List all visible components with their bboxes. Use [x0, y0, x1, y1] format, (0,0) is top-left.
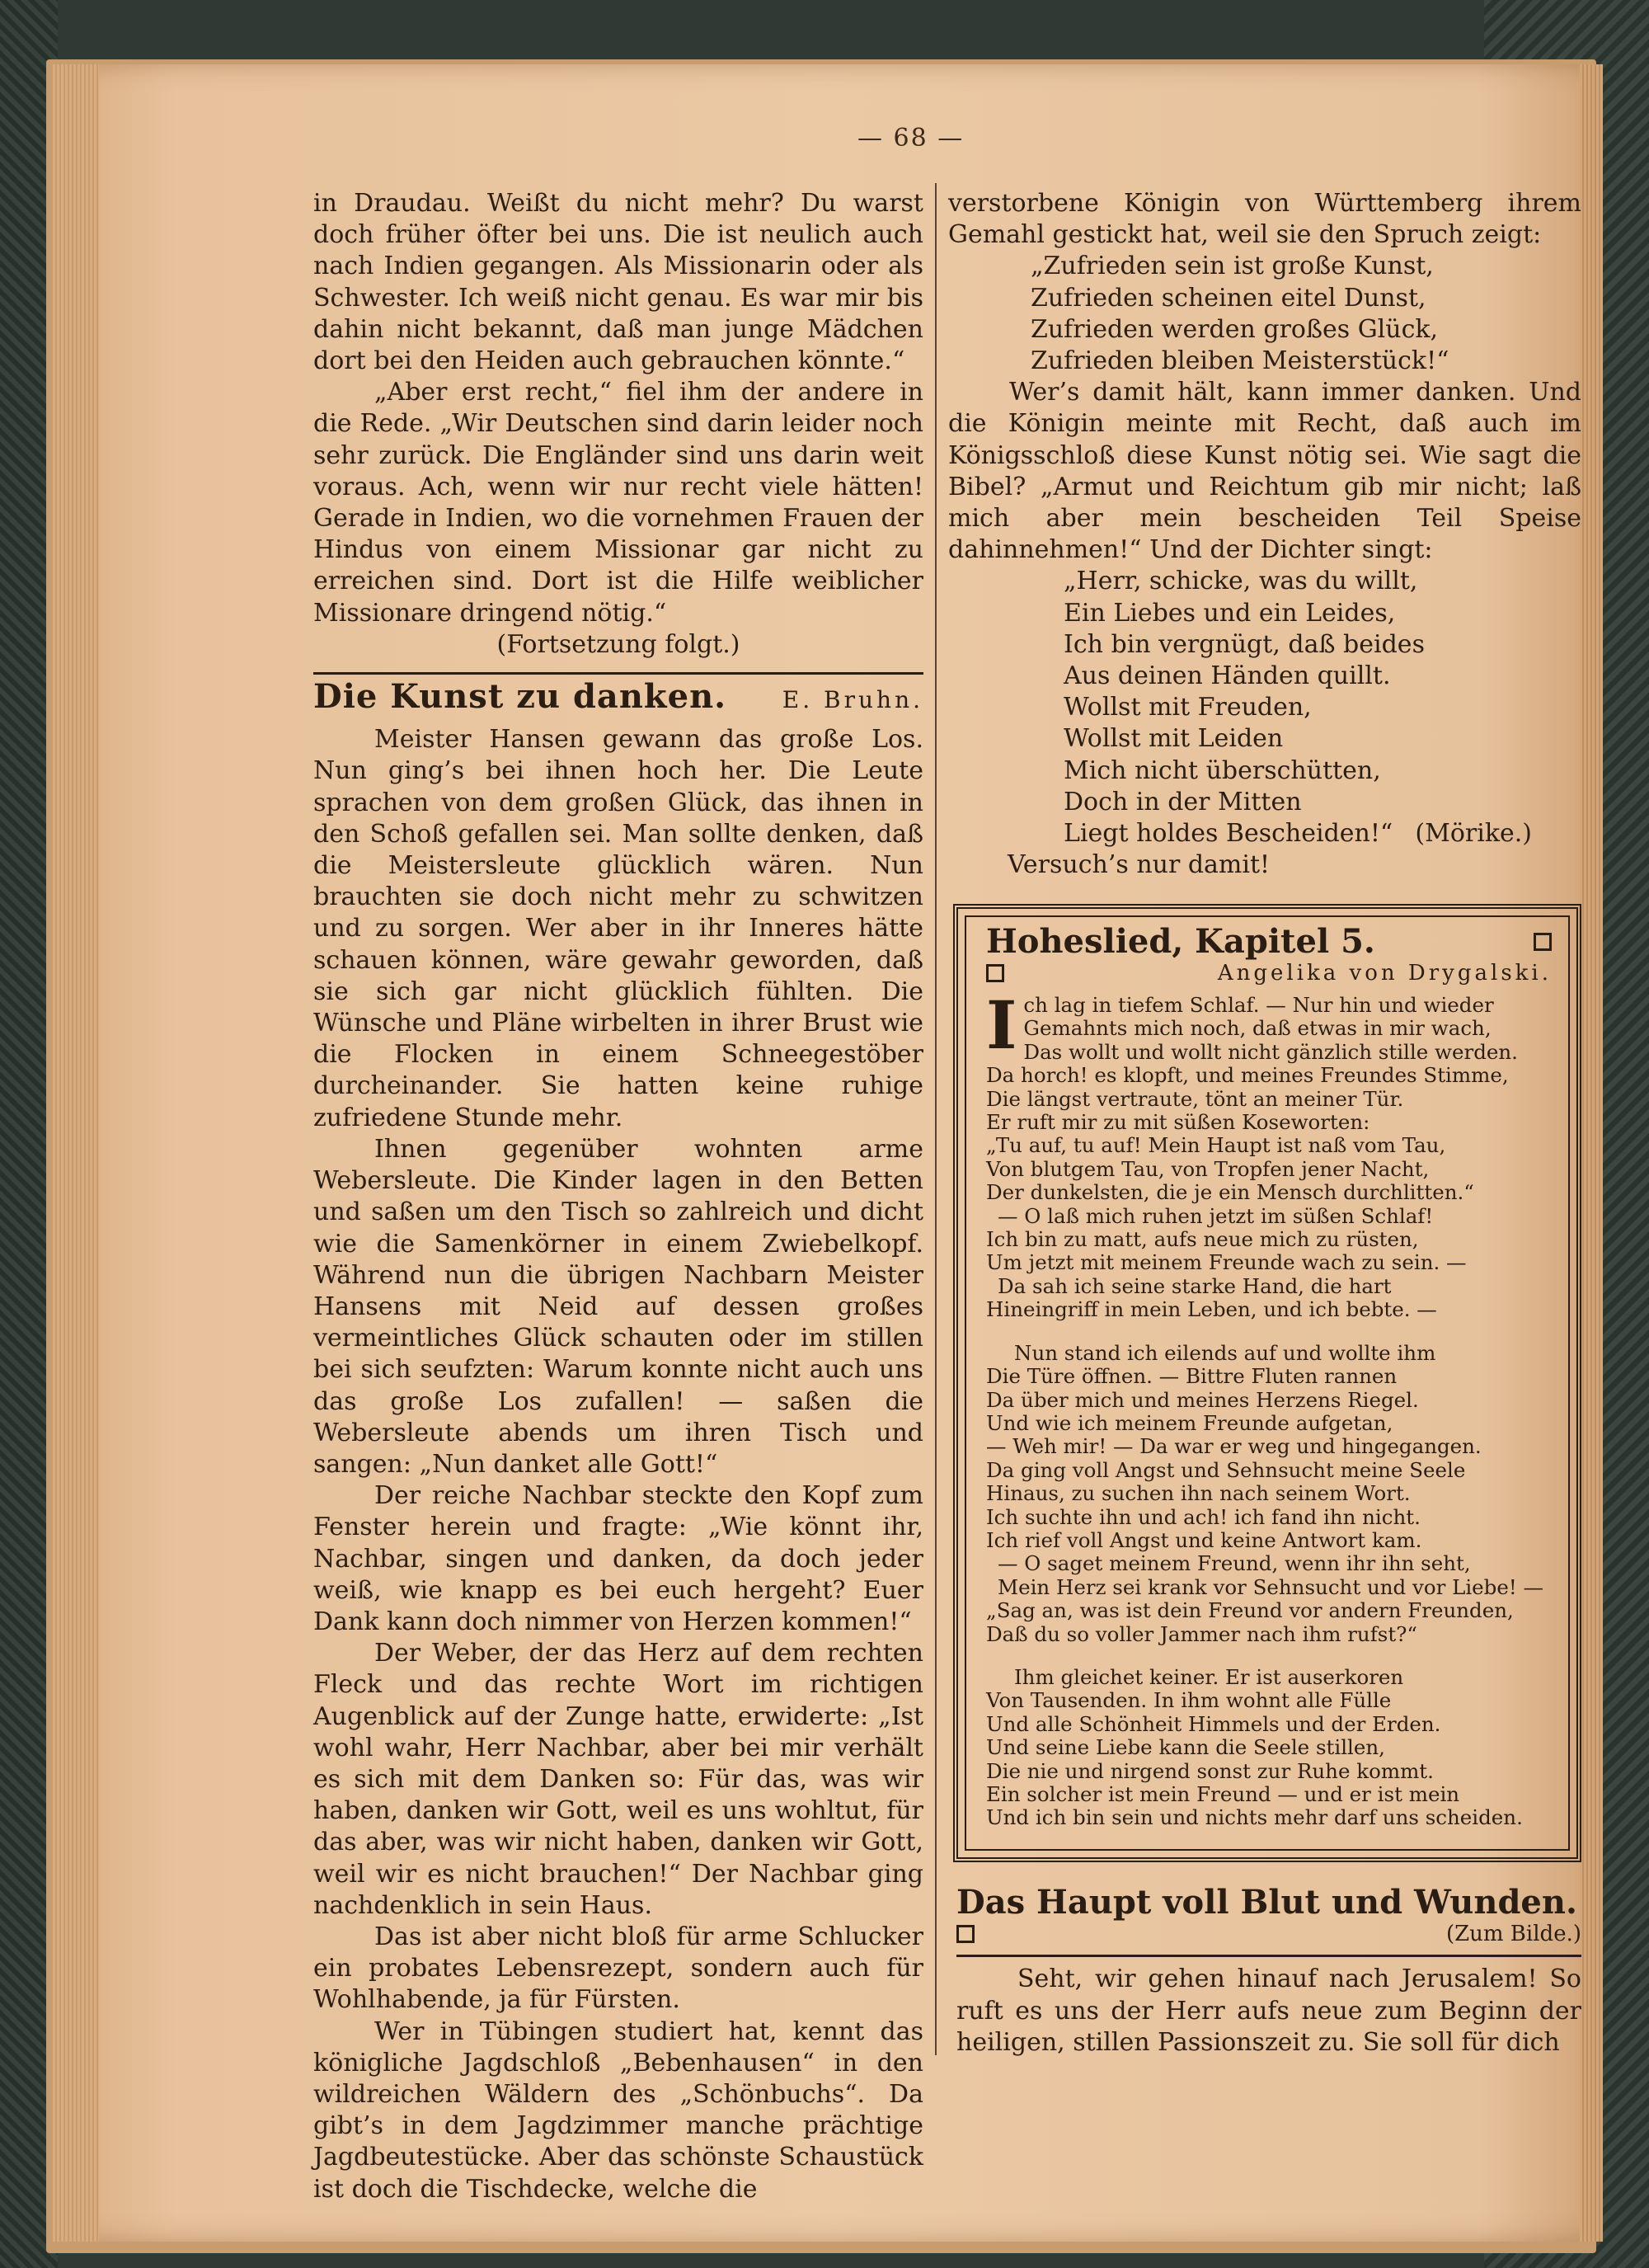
poem-line: Die Türe öffnen. — Bittre Fluten rannen — [986, 1364, 1398, 1389]
article-paragraph-1: Meister Hansen gewann das große Los. Nun ging’s bei ihnen hoch her. Die Leute sprachen von dem großen Glück, das ihnen in den Schoß gefallen sei. Man sollte denken, daß die Meistersleute glücklich wären. Nun brauchten sie doch nicht mehr zu schwitzen und zu sorgen. Wer aber in ihr Inneres hätte schauen können, wäre gewahr geworden, daß sie sich gar nicht glücklich fühlten. Die Wünsche und Pläne wirbelten in ihrer Brust wie die Flocken in einem Schneegestöber durcheinander. Sie hatten keine ruhige zufriedene Stunde mehr. — [313, 725, 923, 1132]
column-divider — [935, 183, 937, 2055]
continuation-note: (Fortsetzung folgt.) — [496, 629, 740, 659]
intro-paragraph-2: „Aber erst recht,“ fiel ihm der andere in die Rede. „Wir Deutschen sind darin leider noch sehr zurück. Die Engländer sind uns darin weit voraus. Ach, wenn wir nur recht viele hätten! Gerade in Indien, wo die vornehmen Frauen der Hindus von einem Missionar gar nicht zu erreichen sind. Dort ist die Hilfe weiblicher Missionare dringend nötig.“ — [313, 378, 923, 628]
stanza-gap — [986, 1646, 1552, 1666]
poem-line: Der dunkelsten, die je ein Mensch durchlitten.“ — [986, 1180, 1474, 1205]
poem-line: Hinaus, zu suchen ihn nach seinem Wort. — [986, 1481, 1411, 1506]
article-paragraph-3: Der reiche Nachbar steckte den Kopf zum Fenster herein und fragte: „Wie könnt ihr, Nachbar, singen und danken, da doch jeder weiß, wie knapp es bei euch hergeht? Euer Dank kann doch nimmer von Herzen kommen!“ — [313, 1481, 923, 1636]
verse-line: Ein Liebes und ein Leides, — [1064, 598, 1396, 628]
page-edges-left — [53, 64, 99, 2242]
left-column — [313, 188, 923, 2205]
poem-line: Ich rief voll Angst und keine Antwort kam. — [986, 1527, 1422, 1552]
poem-author: Angelika von Drygalski. — [1217, 961, 1552, 986]
right-paragraph-start: verstorbene Königin von Württemberg ihrem Gemahl gestickt hat, weil sie den Spruch zeigt: — [948, 189, 1581, 250]
poem-line: Da ging voll Angst und Sehnsucht meine Seele — [986, 1457, 1466, 1482]
verse-line: Ich bin vergnügt, daß beides — [1064, 629, 1425, 659]
verse-attribution: (Mörike.) — [1415, 819, 1532, 849]
article-paragraph-4: Der Weber, der das Herz auf dem rechten Fleck und das rechte Wort im richtigen Augenblick auf der Zunge hatte, erwiderte: „Ist wohl wahr, Herr Nachbar, aber bei mir verhält es sich mit dem Danken so: Für das, was wir haben, danken wir Gott, weil es uns wohltut, für das aber, was wir nicht haben, danken wir Gott, weil wir es nicht brauchen!“ Der Nachbar ging nachdenklich in sein Haus. — [313, 1639, 923, 1920]
verse-line: Zufrieden werden großes Glück, — [1031, 314, 1439, 344]
page-number: — 68 — — [857, 124, 965, 153]
poem-line: Um jetzt mit meinem Freunde wach zu sein. — — [986, 1250, 1467, 1275]
verse-moerike — [948, 566, 1581, 849]
verse-line: Wollst mit Freuden, — [1064, 693, 1312, 722]
poem-line: Nun stand ich eilends auf und wollte ihm — [1014, 1340, 1436, 1365]
page-edges-right — [1580, 64, 1603, 2242]
poem-line: — O saget meinem Freund, wenn ihr ihn seht, — [998, 1551, 1471, 1576]
verse-line: Zufrieden bleiben Meisterstück!“ — [1031, 346, 1449, 376]
bottom-article-title: Das Haupt voll Blut und Wunden. — [956, 1883, 1577, 1922]
article-heading — [313, 677, 923, 717]
article-paragraph-2: Ihnen gegenüber wohnten arme Webersleute. Die Kinder lagen in den Betten und saßen um den Tisch so zahlreich und dicht wie die Samenkörner in einem Zwiebelkopf. Während nun die übrigen Nachbarn Meister Hansens mit Neid auf dessen großes vermeintliches Glück schauten oder im stillen bei sich seufzten: Warum konnte nicht auch uns das große Los zufallen! — saßen die Webersleute abends um ihren Tisch und sangen: „Nun danket alle Gott!“ — [313, 1134, 923, 1479]
poem-line: Und ich bin sein und nichts mehr darf uns scheiden. — [986, 1805, 1523, 1830]
article-paragraph-5: Das ist aber nicht bloß für arme Schlucker ein probates Lebensrezept, sondern auch für Wohlhabende, ja für Fürsten. — [313, 1922, 923, 2015]
verse-line: „Zufrieden sein ist große Kunst, — [1031, 252, 1434, 281]
poem-dropcap: I — [986, 986, 1017, 1064]
verse-line: Aus deinen Händen quillt. — [1064, 661, 1391, 691]
verse-last-line — [1064, 818, 1581, 849]
heading-rule — [956, 1955, 1581, 1957]
poem-line: „Tu auf, tu auf! Mein Haupt ist naß vom Tau, — [986, 1133, 1446, 1158]
poem-line: Die nie und nirgend sonst zur Ruhe kommt. — [986, 1758, 1434, 1783]
poem-line: Das wollt und wollt nicht gänzlich stille werden. — [1023, 1039, 1518, 1064]
poem-line: Da über mich und meines Herzens Riegel. — [986, 1387, 1419, 1412]
poem-line: Von Tausenden. In ihm wohnt alle Fülle — [986, 1688, 1392, 1713]
poem-line: Und wie ich meinem Freunde aufgetan, — [986, 1410, 1393, 1435]
poem-line: Gemahnts mich noch, daß etwas in mir wach, — [1023, 1016, 1492, 1041]
article-author: E. Bruhn. — [782, 686, 923, 714]
poem-line: Ich bin zu matt, aufs neue mich zu rüsten, — [986, 1227, 1419, 1252]
poem-line: Daß du so voller Jammer nach ihm rufst?“ — [986, 1621, 1417, 1646]
intro-paragraph-1: in Draudau. Weißt du nicht mehr? Du warst doch früher öfter bei uns. Die ist neulich auch nach Indien gegangen. Als Missionarin oder als Schwester. Ich weiß nicht genau. Es war mir bis dahin nicht bekannt, daß man junge Mädchen dort bei den Heiden auch gebrauchen könnte.“ — [313, 189, 923, 376]
bottom-article-subline — [956, 1918, 1581, 1950]
poem-line: Er ruft mir zu mit süßen Koseworten: — [986, 1110, 1370, 1135]
square-ornament-icon — [956, 1925, 975, 1943]
article-title: Die Kunst zu danken. — [313, 677, 727, 717]
poem-line: Und alle Schönheit Himmels und der Erden. — [986, 1711, 1441, 1736]
poem-text — [986, 986, 1552, 1830]
verse-line: Wollst mit Leiden — [1064, 724, 1284, 754]
poem-title: Hoheslied, Kapitel 5. — [986, 922, 1375, 961]
square-ornament-icon — [1534, 933, 1552, 951]
poem-line: — Weh mir! — Da war er weg und hingegangen. — [986, 1434, 1482, 1459]
bottom-article-text: Seht, wir gehen hinauf nach Jerusalem! So ruft es uns der Herr aufs neue zum Beginn der heiligen, stillen Passionszeit zu. Sie soll für dich — [956, 1965, 1581, 2057]
poem-line: Da horch! es klopft, und meines Freundes Stimme, — [986, 1063, 1509, 1088]
poem-line: Hineingriff in mein Leben, und ich bebte. — — [986, 1297, 1437, 1322]
heading-rule — [313, 672, 923, 675]
verse-queen — [948, 251, 1581, 377]
verse-line: Doch in der Mitten — [1064, 787, 1302, 816]
verse-line: Liegt holdes Bescheiden!“ — [1064, 819, 1393, 849]
poem-line: ch lag in tiefem Schlaf. — Nur hin und wieder — [1023, 993, 1494, 1017]
poem-line: Da sah ich seine starke Hand, die hart — [998, 1273, 1392, 1298]
poem-line: „Sag an, was ist dein Freund vor andern Freunden, — [986, 1598, 1514, 1623]
stanza-gap — [986, 1322, 1552, 1342]
poem-line: — O laß mich ruhen jetzt im süßen Schlaf! — [998, 1203, 1434, 1228]
bottom-article — [956, 1879, 1581, 2059]
poem-line: Ihm gleichet keiner. Er ist auserkoren — [1014, 1664, 1404, 1689]
poem-box-header — [986, 922, 1552, 961]
poem-line: Die längst vertraute, tönt an meiner Tür. — [986, 1086, 1404, 1111]
poem-box — [953, 904, 1581, 1862]
right-column — [948, 188, 1581, 881]
right-paragraph-end: Versuch’s nur damit! — [1008, 850, 1271, 880]
verse-line: „Herr, schicke, was du willt, — [1064, 567, 1418, 596]
verse-line: Mich nicht überschütten, — [1064, 755, 1381, 785]
poem-line: Von blutgem Tau, von Tropfen jener Nacht, — [986, 1156, 1430, 1181]
article-paragraph-6: Wer in Tübingen studiert hat, kennt das königliche Jagdschloß „Bebenhausen“ in den wildreichen Wäldern des „Schönbuchs“. Da gibt’s in dem Jagdzimmer manche prächtige Jagdbeutestücke. Aber das schönste Schaustück ist doch die Tischdecke, welche die — [313, 2016, 923, 2204]
verse-line: Zufrieden scheinen eitel Dunst, — [1031, 283, 1426, 313]
poem-line: Ich suchte ihn und ach! ich fand ihn nicht. — [986, 1504, 1421, 1529]
bottom-article-subtitle: (Zum Bilde.) — [1445, 1922, 1581, 1947]
poem-line: Mein Herz sei krank vor Sehnsucht und vor Liebe! — — [998, 1574, 1543, 1599]
poem-line: Und seine Liebe kann die Seele stillen, — [986, 1735, 1385, 1760]
right-paragraph-mid: Wer’s damit hält, kann immer danken. Und die Königin meinte mit Recht, daß auch im Königsschloß diese Kunst nötig sei. Wie sagt die Bibel? „Armut und Reichtum gib mir nicht; laß mich aber mein bescheiden Teil Speise dahinnehmen!“ Und der Dichter singt: — [948, 378, 1581, 565]
poem-line: Ein solcher ist mein Freund — und er ist mein — [986, 1782, 1460, 1806]
